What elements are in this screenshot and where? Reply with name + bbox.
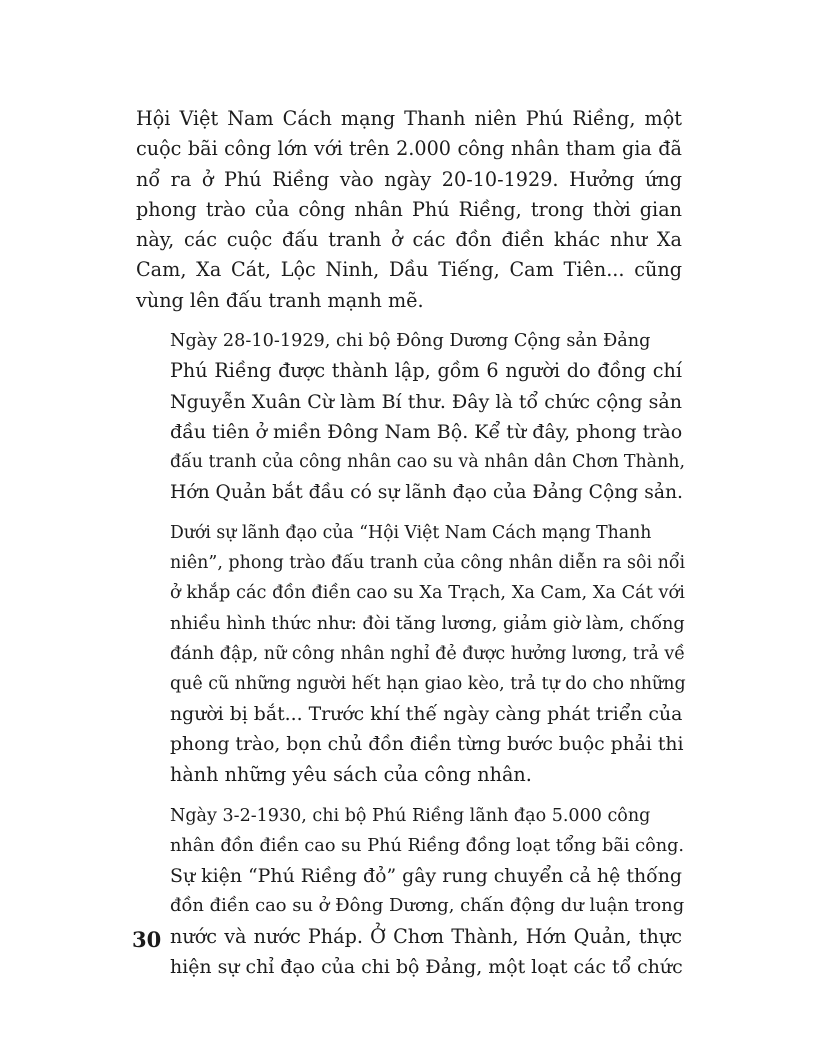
text-line: đồn điền cao su ở Đông Dương, chấn động dư luận trong [170,895,685,917]
text-line: đánh đập, nữ công nhân nghỉ đẻ được hưởng lương, trả về [170,644,686,665]
text-line: vùng lên đấu tranh mạnh mẽ. [136,288,424,312]
text-line: này, các cuộc đấu tranh ở các đồn điền khác như Xa [136,228,682,252]
page-number: 30 [132,927,162,952]
text-line: Sự kiện “Phú Riềng đỏ” gây rung chuyển cả hệ thống [170,865,683,888]
text-line: nhân đồn điền cao su Phú Riềng đồng loạt tổng bãi công. [170,835,685,856]
paragraph-3 [136,518,686,791]
text-line: hành những yêu sách của công nhân. [170,763,532,787]
text-line: phong trào, bọn chủ đồn điền từng bước buộc phải thi [170,733,684,755]
text-line: đầu tiên ở miền Đông Nam Bộ. Kể từ đây, phong trào [170,420,683,443]
text-line: Nguyễn Xuân Cừ làm Bí thư. Đây là tổ chức cộng sản [170,390,682,413]
text-line: Hội Việt Nam Cách mạng Thanh niên Phú Riềng, một [136,107,682,130]
text-line: niên”, phong trào đấu tranh của công nhân diễn ra sôi nổi [170,553,686,574]
text-line: đấu tranh của công nhân cao su và nhân dân Chơn Thành, [170,452,685,473]
text-line: cuộc bãi công lớn với trên 2.000 công nhân tham gia đã [136,137,682,161]
text-line: nổ ra ở Phú Riềng vào ngày 20-10-1929. Hưởng ứng [136,167,682,191]
text-line: Phú Riềng được thành lập, gồm 6 người do đồng chí [170,359,682,383]
paragraph-2 [136,326,685,508]
text-line: quê cũ những người hết hạn giao kèo, trả tự do cho những [170,674,686,695]
text-line: Dưới sự lãnh đạo của “Hội Việt Nam Cách mạng Thanh [170,522,652,543]
text-line: Ngày 3-2-1930, chi bộ Phú Riềng lãnh đạo 5.000 công [170,805,651,826]
paragraph-4 [136,801,685,983]
text-line: phong trào của công nhân Phú Riềng, trong thời gian [136,197,682,221]
body-text [136,104,686,992]
text-line: hiện sự chỉ đạo của chi bộ Đảng, một loạt các tổ chức [170,956,683,979]
text-line: người bị bắt... Trước khí thế ngày càng phát triển của [170,703,683,725]
text-line: nhiều hình thức như: đòi tăng lương, giảm giờ làm, chống [170,613,685,634]
paragraph-1 [136,104,682,316]
text-line: nước và nước Pháp. Ở Chơn Thành, Hớn Quản, thực [170,924,682,948]
text-line: ở khắp các đồn điền cao su Xa Trạch, Xa Cam, Xa Cát với [170,583,685,604]
text-line: Cam, Xa Cát, Lộc Ninh, Dầu Tiếng, Cam Tiên... cũng [136,258,682,282]
text-line: Hớn Quản bắt đầu có sự lãnh đạo của Đảng Cộng sản. [170,481,683,503]
text-line: Ngày 28-10-1929, chi bộ Đông Dương Cộng sản Đảng [170,331,651,352]
